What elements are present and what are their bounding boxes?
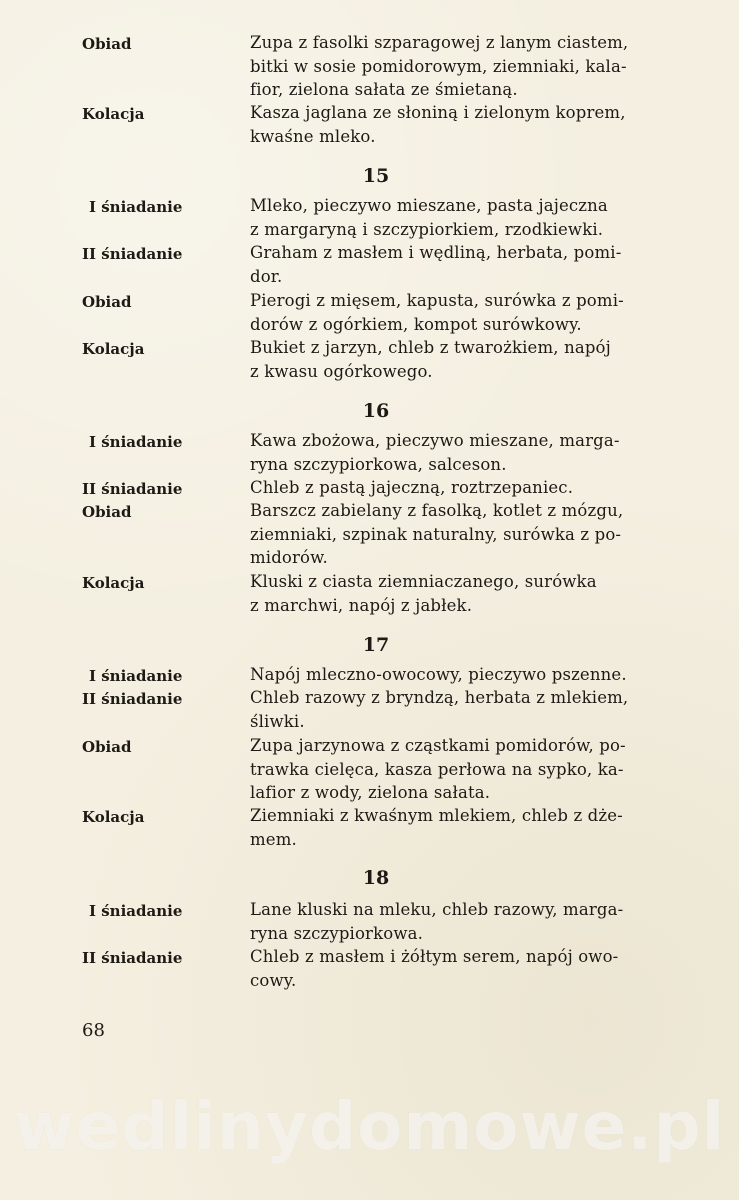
menu-row-obiad bbox=[82, 31, 682, 102]
meal-label: II śniadanie bbox=[82, 480, 183, 498]
menu-row-kolacja bbox=[82, 804, 682, 851]
watermark-text: wedlinydomowe.pl bbox=[13, 1088, 726, 1165]
meal-description: Kawa zbożowa, pieczywo mieszane, marga- ryna szczypiorkowa, salceson. bbox=[250, 431, 620, 474]
meal-description: Lane kluski na mleku, chleb razowy, marga- ryna szczypiorkowa. bbox=[250, 900, 624, 943]
meal-description: Pierogi z mięsem, kapusta, surówka z pomi- dorów z ogórkiem, kompot surówkowy. bbox=[250, 291, 624, 334]
menu-row-kolacja bbox=[82, 101, 682, 148]
meal-label: I śniadanie bbox=[89, 198, 183, 216]
day-heading-15: 15 bbox=[362, 165, 390, 187]
meal-description: Barszcz zabielany z fasolką, kotlet z mózgu, ziemniaki, szpinak naturalny, surówka z po- midorów. bbox=[250, 501, 624, 567]
menu-row-kolacja bbox=[82, 570, 682, 617]
meal-label: Kolacja bbox=[82, 340, 145, 358]
meal-label: II śniadanie bbox=[82, 245, 183, 263]
meal-description: Bukiet z jarzyn, chleb z twarożkiem, napój z kwasu ogórkowego. bbox=[250, 338, 611, 381]
menu-row-obiad bbox=[82, 499, 682, 570]
menu-row-ii-sniadanie bbox=[82, 241, 682, 288]
meal-description: Zupa z fasolki szparagowej z lanym ciastem, bitki w sosie pomidorowym, ziemniaki, kala- fior, zielona sałata ze śmietaną. bbox=[250, 33, 629, 99]
meal-description: Kasza jaglana ze słoniną i zielonym koprem, kwaśne mleko. bbox=[250, 103, 626, 146]
menu-row-i-sniadanie bbox=[82, 194, 682, 241]
meal-label: Obiad bbox=[82, 293, 132, 311]
meal-description: Chleb z pastą jajeczną, roztrzepaniec. bbox=[250, 478, 574, 497]
day-heading-18: 18 bbox=[362, 867, 390, 889]
meal-description: Napój mleczno-owocowy, pieczywo pszenne. bbox=[250, 665, 627, 684]
meal-label: II śniadanie bbox=[82, 690, 183, 708]
meal-label: Obiad bbox=[82, 503, 132, 521]
day-heading-16: 16 bbox=[362, 400, 390, 422]
menu-row-kolacja bbox=[82, 336, 682, 383]
menu-row-i-sniadanie bbox=[82, 663, 682, 688]
menu-row-obiad bbox=[82, 289, 682, 336]
meal-label: Kolacja bbox=[82, 808, 145, 826]
meal-label: I śniadanie bbox=[89, 902, 183, 920]
menu-row-obiad bbox=[82, 734, 682, 805]
meal-label: Obiad bbox=[82, 738, 132, 756]
menu-row-ii-sniadanie bbox=[82, 476, 682, 501]
meal-label: II śniadanie bbox=[82, 949, 183, 967]
meal-description: Chleb razowy z bryndzą, herbata z mlekiem, śliwki. bbox=[250, 688, 629, 731]
meal-label: Kolacja bbox=[82, 105, 145, 123]
meal-description: Graham z masłem i wędliną, herbata, pomi- dor. bbox=[250, 243, 622, 286]
meal-description: Ziemniaki z kwaśnym mlekiem, chleb z dże- mem. bbox=[250, 806, 623, 849]
meal-description: Mleko, pieczywo mieszane, pasta jajeczna z margaryną i szczypiorkiem, rzodkiewki. bbox=[250, 196, 608, 239]
meal-label: Kolacja bbox=[82, 574, 145, 592]
meal-description: Kluski z ciasta ziemniaczanego, surówka z marchwi, napój z jabłek. bbox=[250, 572, 597, 615]
meal-label: I śniadanie bbox=[89, 667, 183, 685]
meal-label: I śniadanie bbox=[89, 433, 183, 451]
meal-description: Chleb z masłem i żółtym serem, napój owo- cowy. bbox=[250, 947, 619, 990]
menu-row-i-sniadanie bbox=[82, 429, 682, 476]
meal-description: Zupa jarzynowa z cząstkami pomidorów, po- trawka cielęca, kasza perłowa na sypko, ka- lafior z wody, zielona sałata. bbox=[250, 736, 626, 802]
meal-label: Obiad bbox=[82, 35, 132, 53]
page-number: 68 bbox=[82, 1020, 105, 1041]
menu-row-i-sniadanie bbox=[82, 898, 682, 945]
menu-row-ii-sniadanie bbox=[82, 686, 682, 733]
day-heading-17: 17 bbox=[362, 634, 390, 656]
menu-row-ii-sniadanie bbox=[82, 945, 682, 992]
